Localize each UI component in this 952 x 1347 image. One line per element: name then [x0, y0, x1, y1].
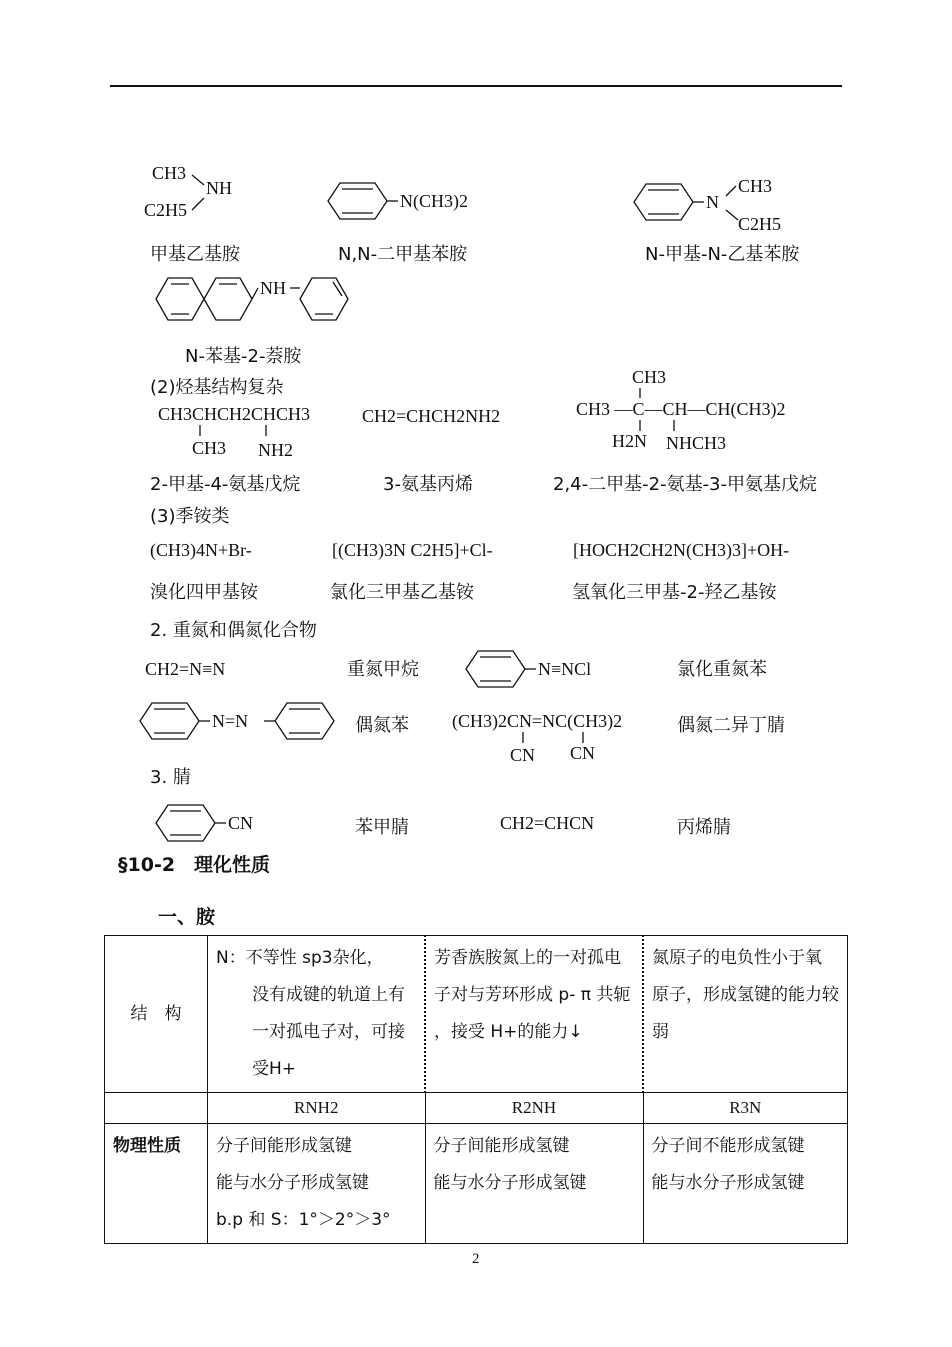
structure-cell-3	[643, 936, 848, 1093]
structure-1-line-1: N：不等性 sp3杂化，	[216, 948, 384, 968]
physical-row	[105, 1124, 848, 1244]
physical-cell-3	[643, 1124, 848, 1244]
physical-2-line-2: 能与水分子形成氢键	[433, 1173, 587, 1193]
page-number: 2	[472, 1251, 480, 1267]
complex-heading: (2)烃基结构复杂	[150, 377, 284, 398]
compound2-name: 3-氨基丙烯	[383, 474, 473, 495]
compound3-top: CH3	[632, 367, 667, 387]
methylethylaniline-name: N-甲基-N-乙基苯胺	[645, 244, 800, 265]
structure-3-line-1: 氮原子的电负性小于氧	[652, 948, 822, 968]
physical-cell-1	[208, 1124, 426, 1244]
structure-row-label: 结 构	[105, 936, 208, 1093]
benzenediazonium-name: 氯化重氮苯	[677, 659, 767, 680]
structure-1-line-3: 一对孤电子对，可接	[252, 1022, 405, 1042]
acrylonitrile-formula: CH2=CHCN	[500, 813, 595, 833]
azobisisobutyronitrile-cn1: CN	[510, 745, 536, 765]
amine-properties-table	[104, 935, 848, 1244]
physical-1-line-2: 能与水分子形成氢键	[216, 1173, 369, 1193]
structure-cell-1	[208, 936, 426, 1093]
azobisisobutyronitrile-main: (CH3)2CN=NC(CH3)2	[452, 711, 623, 731]
methylethylaniline-n: N	[706, 192, 719, 212]
subsection-title: 一、胺	[158, 906, 216, 928]
quaternary-formula-3: [HOCH2CH2N(CH3)3]+OH-	[573, 540, 790, 560]
benzonitrile-formula: CN	[228, 813, 254, 833]
header-r2nh: R2NH	[425, 1093, 643, 1124]
benzenediazonium-structure	[462, 648, 642, 690]
quaternary-heading: (3)季铵类	[150, 506, 230, 527]
methylethylaniline-structure	[630, 172, 800, 236]
compound1-sub2: NH2	[258, 440, 293, 460]
physical-3-line-2: 能与水分子形成氢键	[651, 1173, 805, 1193]
structure-3-line-3: 弱	[652, 1022, 669, 1042]
structure-1-line-2: 没有成键的轨道上有	[252, 985, 405, 1005]
benzenediazonium-formula: N≡NCl	[538, 659, 592, 679]
compound1-sub1: CH3	[192, 438, 227, 458]
physical-3-line-1: 分子间不能形成氢键	[651, 1136, 805, 1156]
dimethylaniline-structure	[320, 180, 490, 224]
physical-row-label: 物理性质	[105, 1124, 208, 1244]
compound2-formula: CH2=CHCH2NH2	[362, 406, 501, 426]
structure-2-line-1: 芳香族胺氮上的一对孤电	[434, 948, 621, 968]
methylethylaniline-ch3: CH3	[738, 176, 773, 196]
diazomethane-formula: CH2=N≡N	[145, 659, 226, 679]
dimethylaniline-group: N(CH3)2	[400, 191, 468, 211]
azobenzene-name: 偶氮苯	[355, 715, 409, 736]
diazomethane-name: 重氮甲烷	[347, 659, 419, 680]
phenylnaphthylamine-structure	[150, 268, 360, 330]
methylethylamine-nh: NH	[206, 178, 232, 198]
header-empty	[105, 1093, 208, 1124]
compound1-main: CH3CHCH2CHCH3	[158, 404, 311, 424]
structure-1-line-4: 受H+	[252, 1059, 297, 1079]
methylethylamine-ch3: CH3	[152, 163, 187, 183]
compound3-name: 2,4-二甲基-2-氨基-3-甲氨基戊烷	[553, 474, 818, 495]
structure-2-line-2: 子对与芳环形成 p- π 共轭	[434, 985, 631, 1005]
structure-2-line-3: ，接受 H+的能力↓	[434, 1022, 583, 1042]
dimethylaniline-name: N,N-二甲基苯胺	[338, 244, 468, 265]
compound3-main: CH3 —C—CH—CH(CH3)2	[576, 399, 786, 419]
nitrile-heading: 3. 腈	[150, 767, 191, 788]
phenylnaphthylamine-name: N-苯基-2-萘胺	[185, 346, 302, 367]
compound3-sub2: NHCH3	[666, 433, 727, 453]
quaternary-name-2: 氯化三甲基乙基铵	[330, 582, 474, 603]
structure-3-line-2: 原子，形成氢键的能力较	[652, 985, 839, 1005]
header-rule	[110, 85, 842, 87]
quaternary-name-1: 溴化四甲基铵	[150, 582, 258, 603]
physical-1-line-1: 分子间能形成氢键	[216, 1136, 352, 1156]
compound1-name: 2-甲基-4-氨基戊烷	[150, 474, 301, 495]
phenylnaphthylamine-nh: NH	[260, 278, 286, 298]
structure-row	[105, 936, 848, 1093]
header-r3n: R3N	[643, 1093, 848, 1124]
benzonitrile-structure	[152, 802, 282, 844]
header-rnh2: RNH2	[208, 1093, 426, 1124]
methylethylaniline-c2h5: C2H5	[738, 214, 782, 234]
methylethylamine-name: 甲基乙基胺	[150, 244, 240, 265]
compound3-sub1: H2N	[612, 431, 647, 451]
compound1-structure	[158, 402, 338, 464]
compound3-structure	[576, 365, 816, 455]
azobisisobutyronitrile-cn2: CN	[570, 743, 596, 763]
quaternary-name-3: 氢氧化三甲基-2-羟乙基铵	[572, 582, 777, 603]
structure-cell-2	[425, 936, 643, 1093]
physical-1-line-3: b.p 和 S：1°＞2°＞3°	[216, 1210, 391, 1230]
section-title: §10-2 理化性质	[118, 854, 271, 876]
azobisisobutyronitrile-structure	[452, 702, 652, 766]
azobenzene-structure	[136, 700, 346, 742]
methylethylamine-c2h5: C2H5	[144, 200, 188, 220]
quaternary-formula-2: [(CH3)3N C2H5]+Cl-	[332, 540, 493, 560]
azobisisobutyronitrile-name: 偶氮二异丁腈	[677, 715, 785, 736]
physical-cell-2	[425, 1124, 643, 1244]
physical-2-line-1: 分子间能形成氢键	[433, 1136, 570, 1156]
acrylonitrile-name: 丙烯腈	[677, 817, 731, 838]
azobenzene-formula: N=N	[212, 711, 249, 731]
quaternary-formula-1: (CH3)4N+Br-	[150, 540, 252, 560]
diazo-heading: 2. 重氮和偶氮化合物	[150, 620, 317, 641]
header-row	[105, 1093, 848, 1124]
methylethylamine-structure	[140, 158, 250, 228]
benzonitrile-name: 苯甲腈	[355, 817, 409, 838]
